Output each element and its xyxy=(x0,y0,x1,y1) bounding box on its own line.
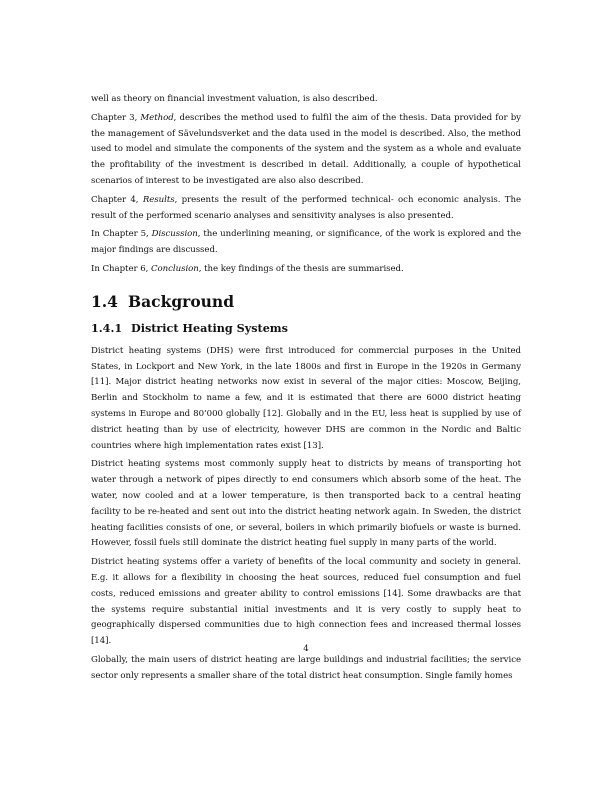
emphasis: Method xyxy=(140,112,174,123)
paragraph: Chapter 4, Results, presents the result of the performed technical- och economic analysis. The result of the performed scenario analyses and sensitivity analyses is also presented. xyxy=(91,194,521,221)
paragraph: District heating systems (DHS) were first introduced for commercial purposes in the United States, in Lockport and New York, in the late 1800s and first in Europe in the 1920s in Germany [11]. Major district heating networks now exist in several of the major cities: Moscow, Beijing, Berlin and Stockholm to name a few, and it is estimated that there are 6000 district heating systems in Europe and 80’000 globally [12]. Globally and in the EU, less heat is supplied by use of district heating than by use of electricity, however DHS are common in the Nordic and Baltic countries where high implementation rates exist [13]. xyxy=(91,345,521,451)
page-number: 4 xyxy=(303,644,309,654)
subsection-heading xyxy=(91,320,521,336)
emphasis: Results xyxy=(142,194,175,205)
emphasis: Discussion xyxy=(151,229,198,240)
section-heading xyxy=(91,292,521,312)
paragraph: In Chapter 6, Conclusion, the key findings of the thesis are summarised. xyxy=(91,263,404,274)
page-content xyxy=(91,92,521,688)
paragraph: well as theory on financial investment valuation, is also described. xyxy=(91,94,378,104)
paragraph: Chapter 3, Method, describes the method used to fulfil the aim of the thesis. Data provided for by the management of Sävelundsverket and the data used in the model is described. Also, the method used to model and simulate the components of the system and the system as a whole and evaluate the profitability of the investment is described in detail. Additionally, a couple of hypothetical scenarios of interest to be investigated are also also described. xyxy=(91,112,521,186)
section-title: Background xyxy=(128,291,235,311)
paragraph: Globally, the main users of district heating are large buildings and industrial facilities; the service sector only represents a smaller share of the total district heat consumption. Single family homes xyxy=(91,654,521,681)
subsection-title: District Heating Systems xyxy=(131,320,288,335)
paragraph: District heating systems most commonly supply heat to districts by means of transporting hot water through a network of pipes directly to end consumers which absorb some of the heat. The water, now cooled and at a lower temperature, is then transported back to a central heating facility to be re-heated and sent out into the district heating network again. In Sweden, the district heating facilities consists of one, or several, boilers in which primarily biofuels or waste is burned. However, fossil fuels still dominate the district heating fuel supply in many parts of the world. xyxy=(91,459,521,549)
paragraph: District heating systems offer a variety of benefits of the local community and society in general. E.g. it allows for a flexibility in choosing the heat sources, reduced fuel consumption and fuel costs, reduced emissions and greater ability to control emissions [14]. Some drawbacks are that the systems require substantial initial investments and it is very costly to supply heat to geographically dispersed communities due to high connection fees and increased thermal losses [14]. xyxy=(91,557,521,647)
subsection-number: 1.4.1 xyxy=(91,320,123,335)
paragraph: In Chapter 5, Discussion, the underlining meaning, or significance, of the work is explored and the major findings are discussed. xyxy=(91,229,521,256)
section-number: 1.4 xyxy=(91,291,118,311)
emphasis: Conclusion xyxy=(151,263,199,274)
